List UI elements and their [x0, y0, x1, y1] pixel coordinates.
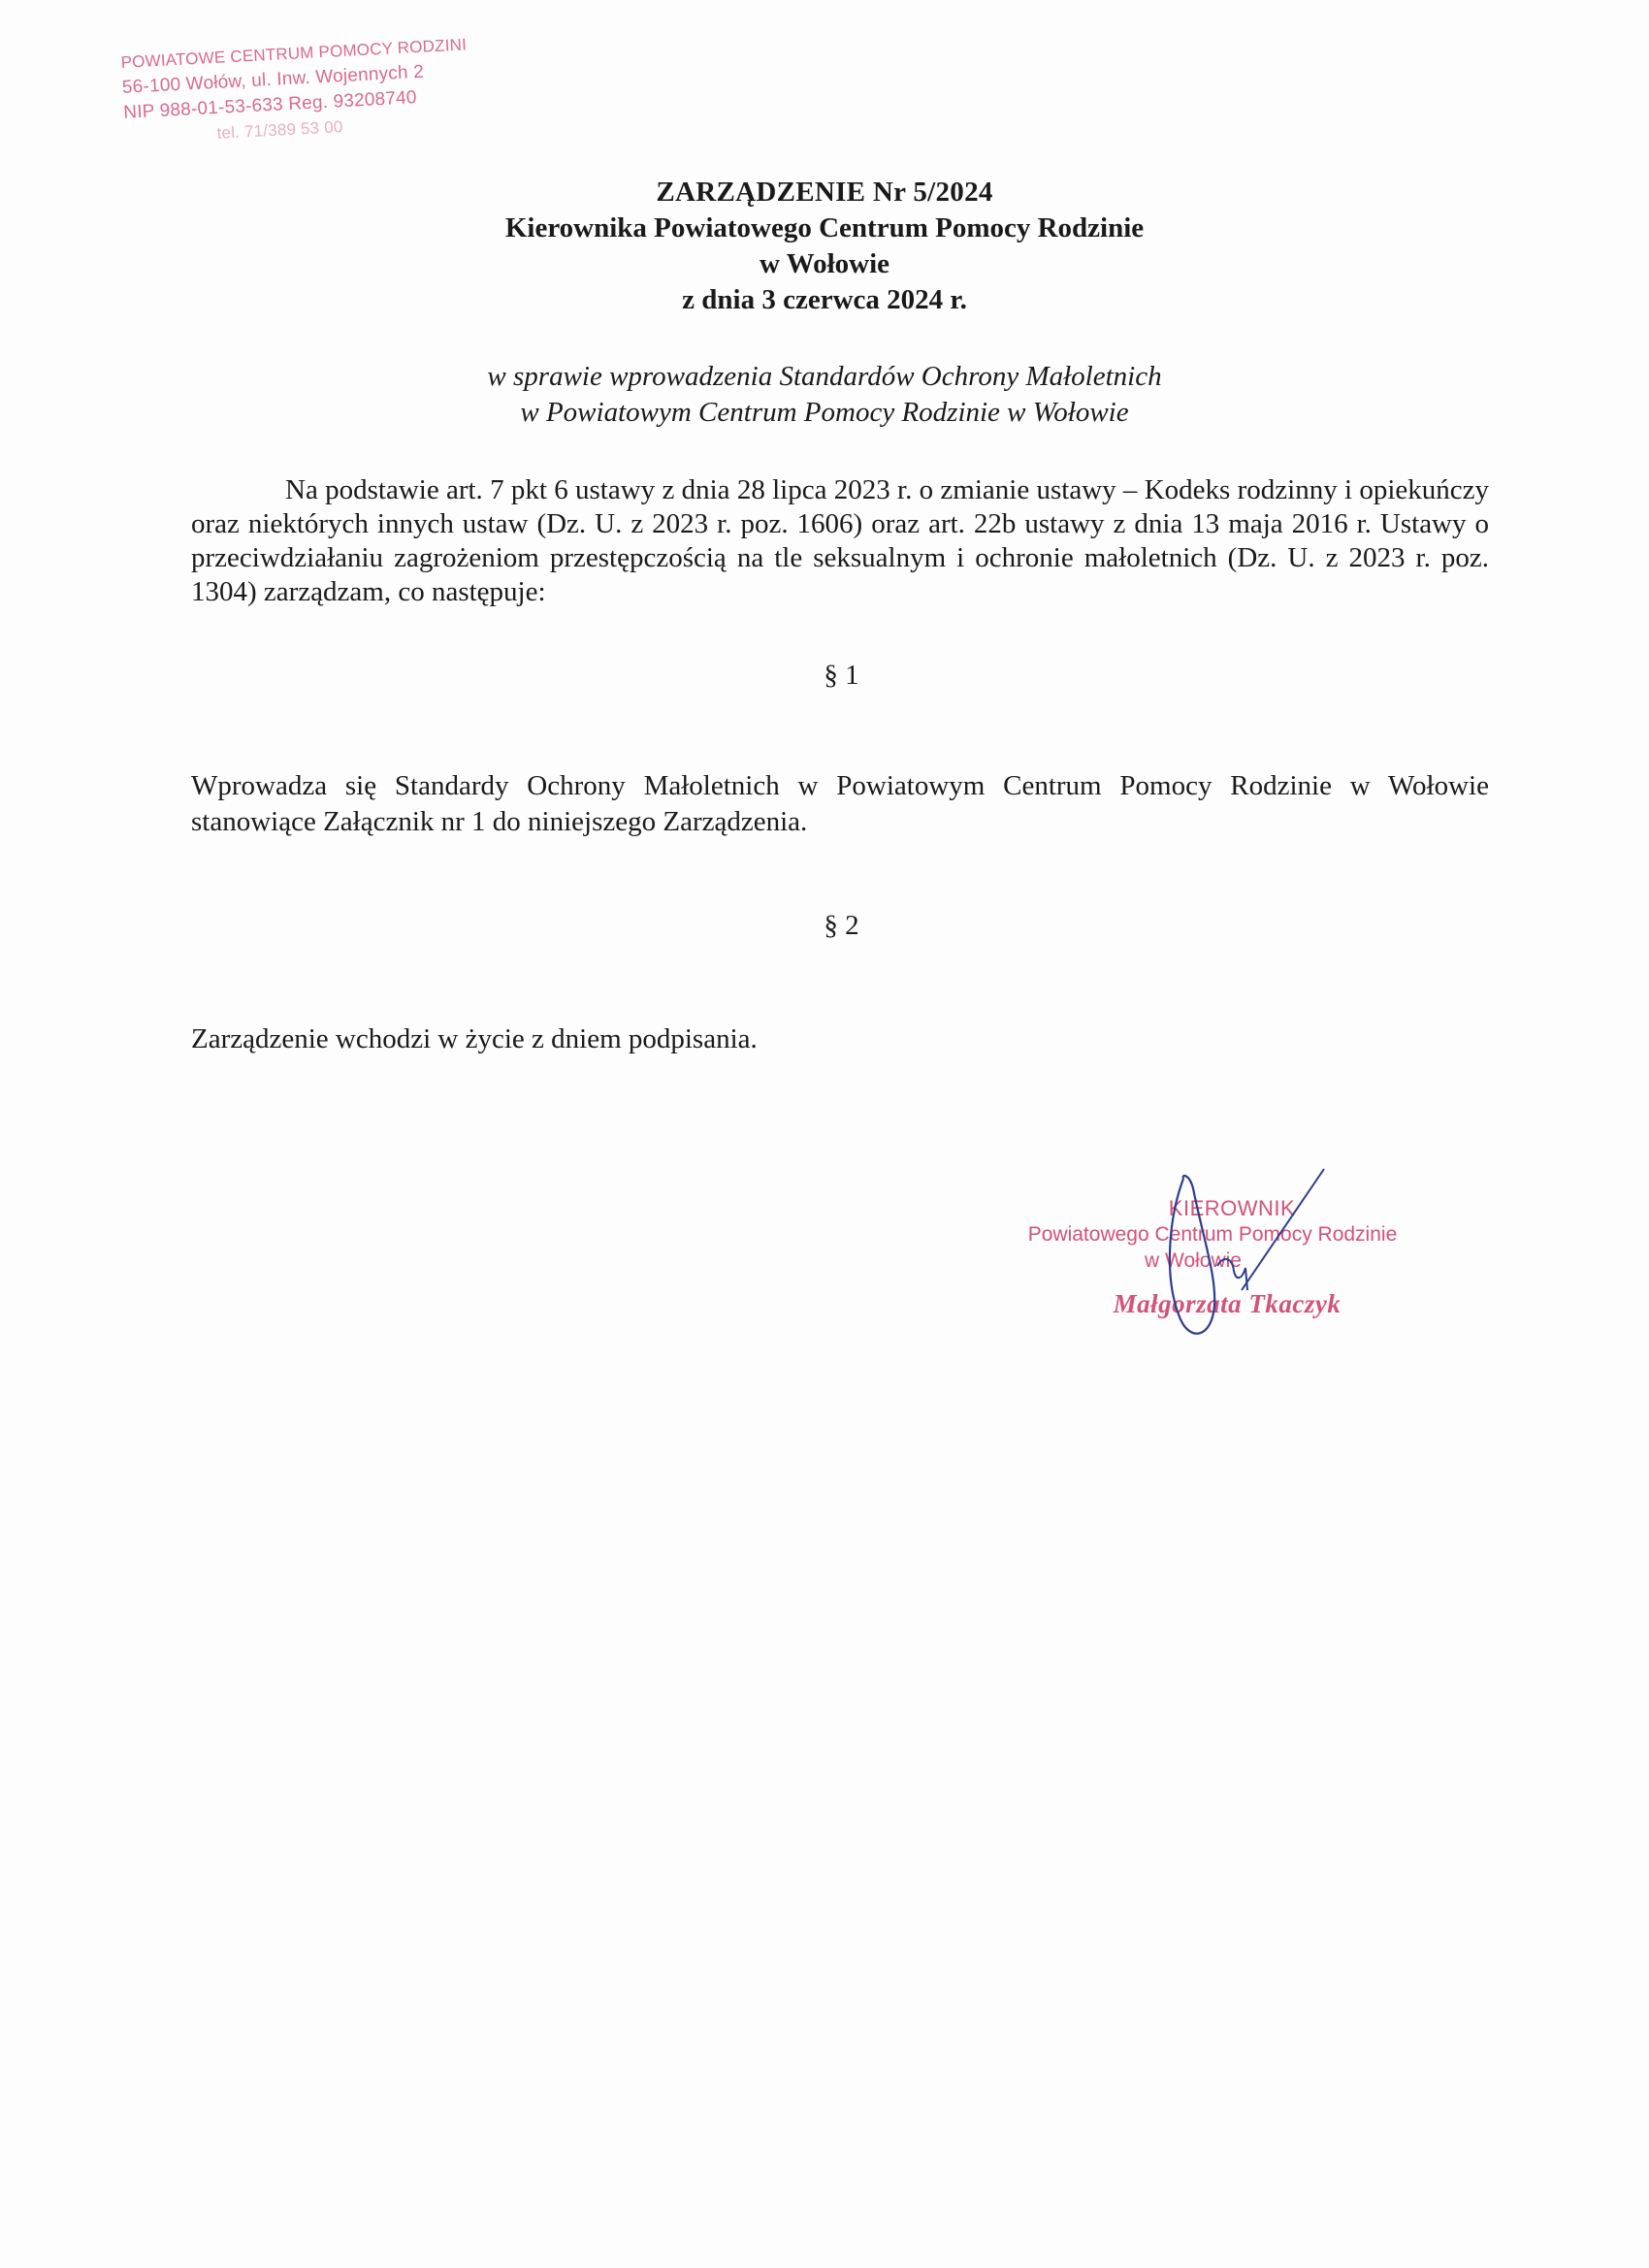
document-subject — [0, 359, 1649, 431]
institution-stamp — [120, 30, 513, 151]
section-2-text: Zarządzenie wchodzi w życie z dniem podpisania. — [191, 1023, 758, 1054]
document-title: ZARZĄDZENIE Nr 5/2024 — [656, 177, 993, 208]
signature-name: Małgorzata Tkaczyk — [1113, 1289, 1342, 1318]
section-mark-1: § 1 — [824, 660, 859, 691]
stamp-line-1: POWIATOWE CENTRUM POMOCY RODZINI — [120, 35, 468, 72]
stamp-line-2: 56-100 Wołów, ul. Inw. Wojennych 2 — [121, 61, 425, 98]
document-date: z dnia 3 czerwca 2024 r. — [682, 284, 967, 315]
section-1-text: Wprowadza się Standardy Ochrony Małoletnich w Powiatowym Centrum Pomocy Rodzinie w Wołowie stanowiące Załącznik nr 1 do niniejszego Zarządzenia. — [191, 770, 1489, 837]
signature-role: KIEROWNIK — [1168, 1196, 1296, 1220]
document-issuer: Kierownika Powiatowego Centrum Pomocy Rodzinie — [504, 212, 1145, 243]
subject-line-2: w Powiatowym Centrum Pomocy Rodzinie w Wołowie — [520, 397, 1129, 428]
stamp-line-4: tel. 71/389 53 00 — [216, 117, 343, 143]
legal-basis-paragraph: Na podstawie art. 7 pkt 6 ustawy z dnia 28 lipca 2023 r. o zmianie ustawy – Kodeks rodzinny i opiekuńczy oraz niektórych innych ustaw (Dz. U. z 2023 r. poz. 1606) oraz art. 22b ustawy z dnia 13 maja 2016 r. Ustawy o przeciwdziałaniu zagrożeniom przestępczością na tle seksualnym i ochronie małoletnich (Dz. U. z 2023 r. poz. 1304) zarządzam, co następuje: — [191, 474, 1489, 607]
handwritten-signature — [1145, 1159, 1339, 1353]
signature-institution: Powiatowego Centrum Pomocy Rodzinie — [1027, 1223, 1398, 1246]
section-mark-2: § 2 — [824, 910, 859, 941]
stamp-line-3: NIP 988-01-53-633 Reg. 93208740 — [122, 87, 418, 123]
subject-line-1: w sprawie wprowadzenia Standardów Ochrony Małoletnich — [487, 361, 1162, 392]
document-header — [0, 175, 1649, 318]
signature-place: w Wołowie — [1145, 1249, 1242, 1272]
document-location: w Wołowie — [760, 248, 889, 279]
